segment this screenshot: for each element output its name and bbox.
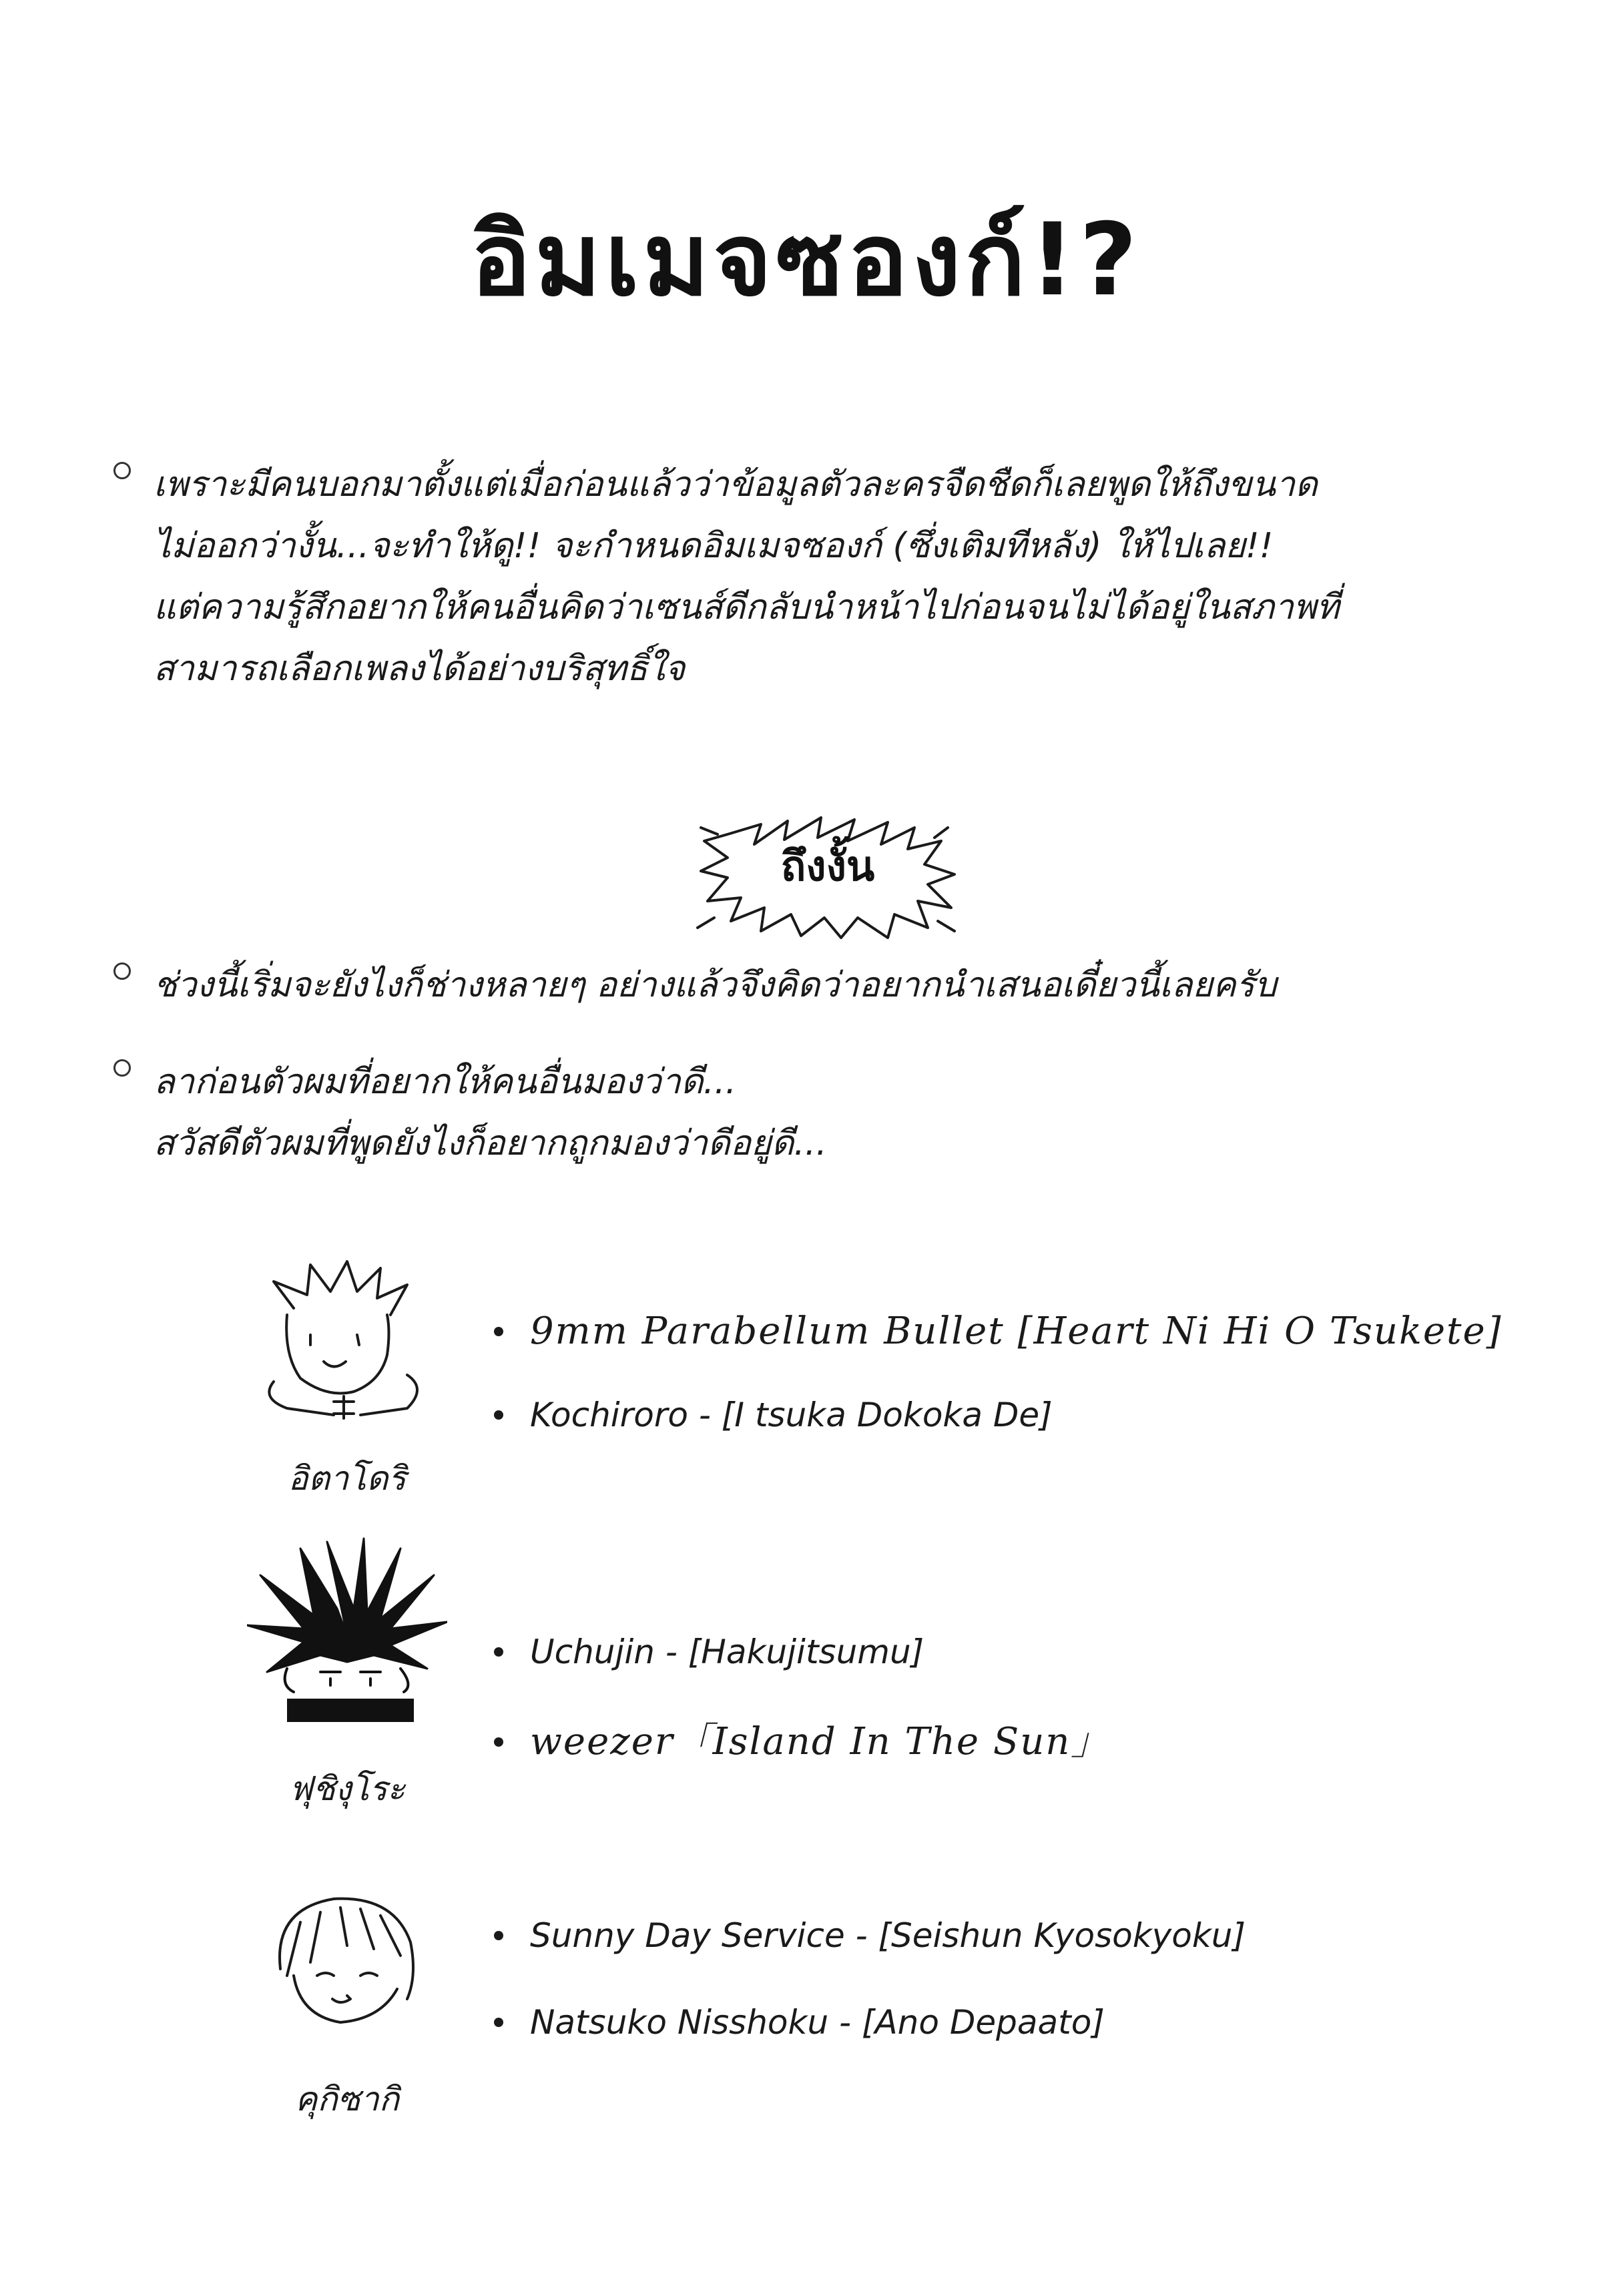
intro-line: แต่ความรู้สึกอยากให้คนอื่นคิดว่าเซนส์ดีกลับนำหน้าไปก่อนจนไม่ได้อยู่ในสภาพที่ <box>154 587 1340 627</box>
circle-bullet-icon <box>113 1059 131 1077</box>
circle-bullet-icon <box>113 962 131 980</box>
song-title: weezer「Island In The Sun」 <box>530 1720 1110 1763</box>
song-item <box>494 1912 1246 1959</box>
character-name: ฟุชิงุโระ <box>288 1769 406 1808</box>
burst-callout <box>688 808 968 941</box>
bullet-dot-icon <box>494 1931 503 1940</box>
intro-paragraph <box>113 454 1502 699</box>
character-name: คุกิซากิ <box>294 2080 399 2118</box>
middle-line: ช่วงนี้เริ่มจะยังไงก็ช่างหลายๆ อย่างแล้วจึงคิดว่าอยากนำเสนอเดี๋ยวนี้เลยครับ <box>154 965 1277 1005</box>
bullet-dot-icon <box>494 2018 503 2027</box>
middle-paragraph <box>113 954 1502 1016</box>
closing-paragraph <box>113 1051 1502 1174</box>
song-item <box>494 1999 1105 2046</box>
burst-label: ถึงงั้น <box>780 842 875 890</box>
intro-line: ไม่ออกว่างั้น...จะทำให้ดู!! จะกำหนดอิมเมจซองก์ (ซึ่งเติมทีหลัง) ให้ไปเลย!! <box>154 526 1274 566</box>
song-title: Sunny Day Service - [Seishun Kyosokyoku] <box>530 1916 1246 1955</box>
kugisaki-portrait-icon <box>247 1876 447 2049</box>
song-title: 9mm Parabellum Bullet [Heart Ni Hi O Tsukete] <box>530 1310 1503 1353</box>
fushiguro-portrait-icon <box>247 1535 447 1735</box>
song-item <box>494 1392 1053 1438</box>
song-item <box>494 1308 1503 1355</box>
closing-line: ลาก่อนตัวผมที่อยากให้คนอื่นมองว่าดี... <box>154 1062 737 1102</box>
song-title: Uchujin - [Hakujitsumu] <box>530 1633 924 1671</box>
bullet-dot-icon <box>494 1410 503 1420</box>
song-title: Kochiroro - [I tsuka Dokoka De] <box>530 1396 1053 1434</box>
bullet-dot-icon <box>494 1647 503 1657</box>
bullet-dot-icon <box>494 1327 503 1336</box>
character-name: อิตาโดริ <box>288 1459 407 1498</box>
intro-line: เพราะมีคนบอกมาตั้งแต่เมื่อก่อนแล้วว่าข้อมูลตัวละครจืดชืดก็เลยพูดให้ถึงขนาด <box>154 465 1318 505</box>
closing-line: สวัสดีตัวผมที่พูดยังไงก็อยากถูกมองว่าดีอยู่ดี... <box>154 1123 827 1163</box>
intro-line: สามารถเลือกเพลงได้อย่างบริสุทธิ์ใจ <box>154 649 686 689</box>
page-title: อิมเมจซองก์!? <box>471 202 1141 318</box>
song-item <box>494 1719 1109 1765</box>
song-item <box>494 1629 924 1675</box>
circle-bullet-icon <box>113 462 131 479</box>
song-title: Natsuko Nisshoku - [Ano Depaato] <box>530 2003 1105 2042</box>
bullet-dot-icon <box>494 1737 503 1747</box>
itadori-portrait-icon <box>247 1255 447 1428</box>
